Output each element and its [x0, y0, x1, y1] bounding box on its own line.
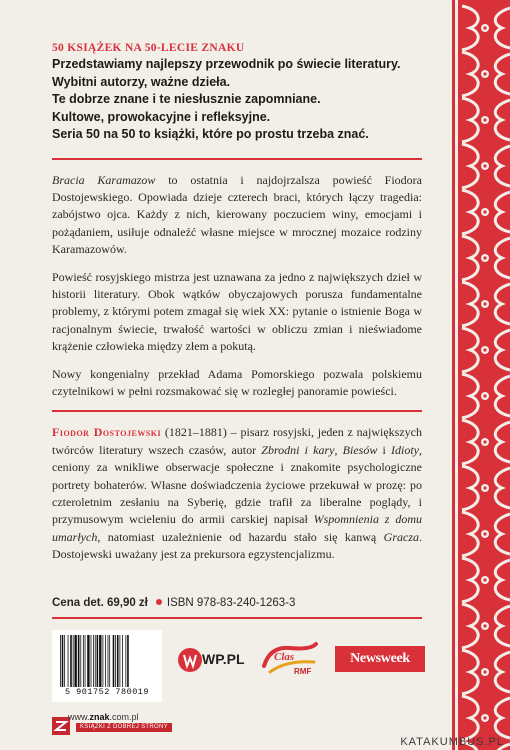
- intro-line: Wybitni autorzy, ważne dzieła.: [52, 74, 231, 89]
- barcode-bar: [68, 635, 69, 687]
- border-ornament: [483, 210, 486, 213]
- barcode-bar: [105, 635, 106, 687]
- publisher-tagline: KSIĄŻKI Z DOBREJ STRONY: [76, 723, 172, 732]
- border-ornament: [483, 624, 486, 627]
- barcode-bar: [97, 635, 99, 687]
- divider-rule: [52, 617, 422, 619]
- url-part: .com.pl: [109, 712, 139, 722]
- text-column: [52, 40, 422, 574]
- work-title: Zbrodni i kary: [261, 442, 335, 457]
- price: Cena det. 69,90 zł: [52, 597, 148, 609]
- barcode-bar: [125, 635, 126, 687]
- barcode: [52, 630, 162, 702]
- border-ornament: [483, 670, 486, 673]
- barcode-bar: [122, 635, 123, 687]
- bio-text: ,: [334, 442, 343, 457]
- svg-text:RMF: RMF: [294, 667, 312, 676]
- series-title: 50 KSIĄŻEK NA 50-LECIE ZNAKU: [52, 42, 245, 54]
- border-ornament: [483, 118, 486, 121]
- barcode-bar: [108, 635, 109, 687]
- barcode-bar: [99, 635, 101, 687]
- border-ornament: [452, 0, 510, 750]
- description-paragraph-3: Nowy kongenialny przekład Adama Pomorskiego pozwala polskiemu czytelnikowi w pełni rozsmakować się w rozległej panoramie powieści.: [52, 366, 422, 398]
- publisher-url: [68, 712, 139, 722]
- border-ornament: [483, 256, 486, 259]
- border-ornament: [483, 164, 486, 167]
- barcode-bar: [70, 635, 72, 687]
- work-title: Biesów: [342, 442, 378, 457]
- barcode-bar: [120, 635, 121, 687]
- barcode-bar: [83, 635, 84, 687]
- border-ornament: [483, 348, 486, 351]
- work-title: Wspomnienia z domu umarłych: [52, 512, 422, 544]
- barcode-bar: [73, 635, 74, 687]
- barcode-bar: [91, 635, 92, 687]
- divider-rule: [52, 410, 422, 412]
- border-ornament: [483, 26, 486, 29]
- rmf-logo-text: Clas: [274, 651, 295, 663]
- border-ornament: [483, 578, 486, 581]
- bio-text: , ceniony za wnikliwe obserwacje społeczne i znakomite psychologiczne portrety bohaterów. Własne doświadczenia życiowe przekuwał w prozę: po czteroletnim zesłaniu na Syberię, gdzie trafił za liberalne poglądy, i przymusowym wcieleniu do armii carskiej napisał: [52, 442, 422, 527]
- intro-line: Przedstawiamy najlepszy przewodnik po świecie literatury.: [52, 57, 401, 71]
- author-name: Fiodor Dostojewski: [52, 425, 162, 440]
- bio-text: (1821–1881) – pisarz rosyjski, jeden z największych twórców literatury wszech czasów, autor: [52, 425, 422, 457]
- barcode-number: 5 901752 780019: [64, 687, 149, 697]
- bio-text: . Dostojewski uważany jest za prekursora egzystencjalizmu.: [52, 529, 422, 562]
- barcode-bar: [64, 635, 65, 687]
- bullet-dot: [156, 599, 162, 605]
- description-paragraph-2: Powieść rosyjskiego mistrza jest uznawana za jedno z największych dzieł w historii literatury. Obok wątków obyczajowych porusza fundamentalne problemy, z którymi potem zmagał się wiek XX: pytanie o istnienie Boga w racjonalnym świecie, trwałość wartości w obliczu zmian i nieświadome krążenie człowieka między złem a pokutą.: [52, 269, 422, 354]
- work-title: Idioty: [391, 442, 419, 457]
- barcode-bar: [127, 635, 129, 687]
- description-paragraph-1: [52, 172, 422, 259]
- rmf-classic-logo-icon: [260, 640, 322, 680]
- url-brand: znak: [89, 712, 110, 722]
- watermark: KATAKUMBUS.PL: [400, 736, 504, 748]
- border-ornament: [483, 302, 486, 305]
- description-text: to ostatnia i najdojrzalsza powieść Fiodora Dostojewskiego. Opowiada dzieje czterech braci, których łączy tragedia: zabójstwo ojca. Każdy z nich, kierowany poczuciem winy, emocjami i pożądaniem, usiłuje odnaleźć własne miejsce w mrocznej mozaice rodziny Karamazowów.: [52, 172, 422, 257]
- barcode-bar: [60, 635, 61, 687]
- barcode-bar: [85, 635, 86, 687]
- border-ornament: [483, 532, 486, 535]
- border-ornament: [455, 0, 458, 750]
- border-ornament: [483, 72, 486, 75]
- intro-line: Te dobrze znane i te niesłusznie zapomniane.: [52, 92, 321, 106]
- barcode-bar: [87, 635, 89, 687]
- decorative-border-pattern: [452, 0, 510, 750]
- barcode-bar: [93, 635, 94, 687]
- url-part: www.: [68, 712, 90, 722]
- bio-text: i: [377, 442, 391, 457]
- intro-line: Kultowe, prowokacyjne i refleksyjne.: [52, 109, 271, 124]
- divider-rule: [52, 158, 422, 160]
- barcode-bar: [113, 635, 115, 687]
- intro-line: Seria 50 na 50 to książki, które po prostu trzeba znać.: [52, 127, 369, 141]
- work-title: Gracza: [383, 529, 419, 544]
- newsweek-logo: Newsweek: [335, 646, 425, 672]
- series-intro: [52, 56, 422, 144]
- barcode-bar: [80, 635, 81, 687]
- border-ornament: [483, 394, 486, 397]
- barcode-bar: [95, 635, 96, 687]
- barcode-bar: [62, 635, 64, 687]
- border-ornament: [483, 440, 486, 443]
- barcode-bar: [117, 635, 119, 687]
- book-title: Bracia Karamazow: [52, 172, 156, 187]
- barcode-bar: [109, 635, 110, 687]
- barcode-bar: [103, 635, 104, 687]
- barcode-bar: [74, 635, 76, 687]
- border-ornament: [483, 716, 486, 719]
- barcode-bar: [78, 635, 80, 687]
- isbn: ISBN 978-83-240-1263-3: [166, 597, 296, 609]
- wp-logo-text: WP.PL: [202, 651, 245, 667]
- bio-text: , natomiast uzależnienie od hazardu stało się kanwą: [97, 529, 384, 544]
- author-bio: [52, 424, 422, 563]
- barcode-bars: [58, 635, 156, 687]
- barcode-bar: [115, 635, 116, 687]
- border-ornament: [483, 486, 486, 489]
- price-row: [52, 597, 295, 609]
